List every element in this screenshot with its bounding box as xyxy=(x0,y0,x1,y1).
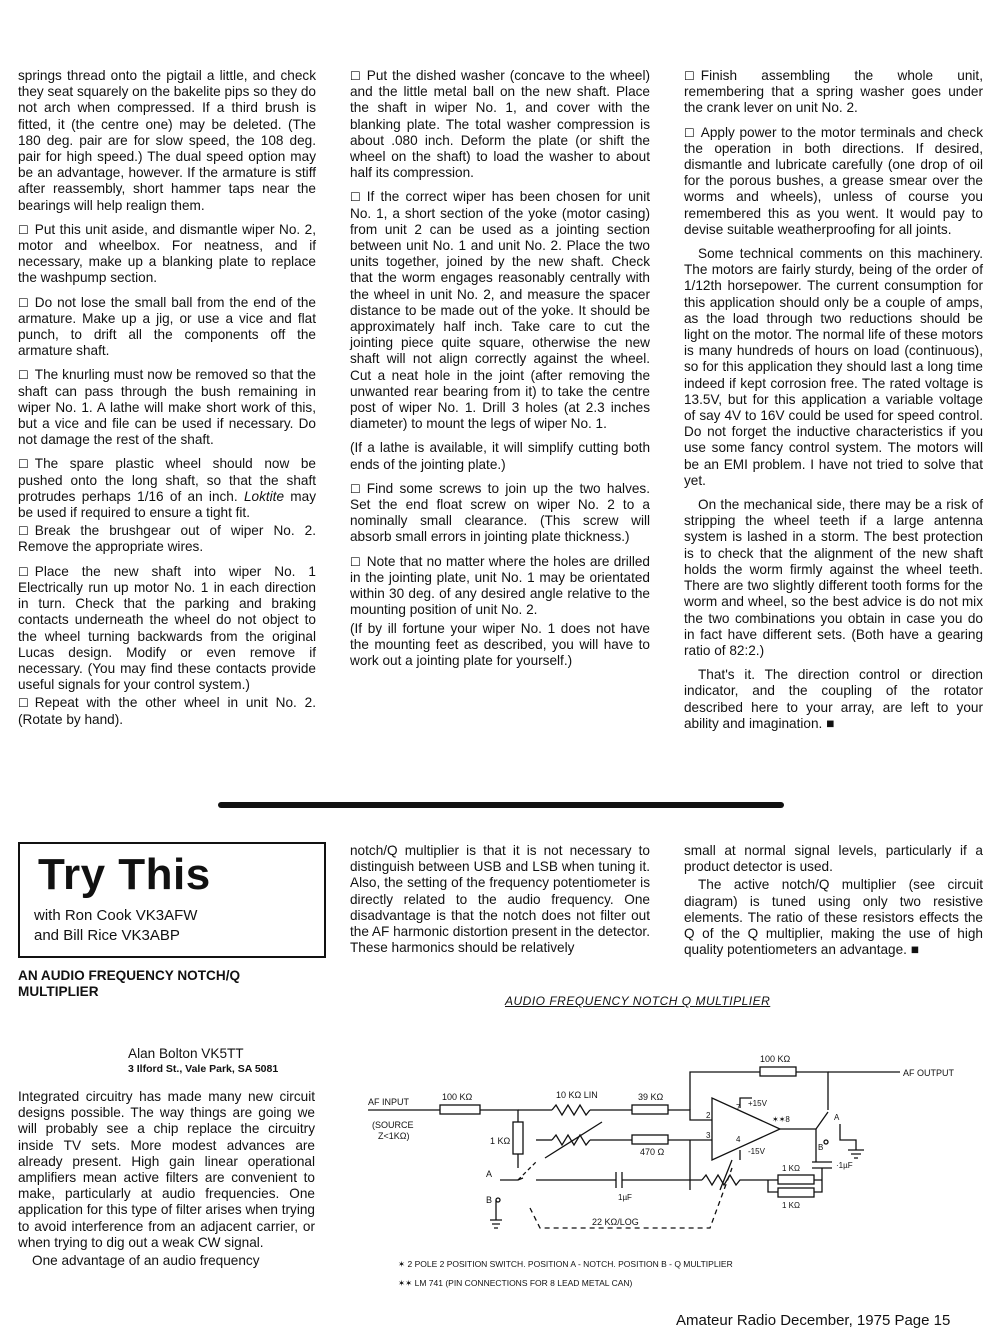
paragraph: springs thread onto the pigtail a little, and check they seat squarely on the bakelite pips so they do not arch when compressed. If a third brush is fitted, it (the centre one) may be deleted. (The 180 deg. pair are for slow speed, the 108 deg. pair for high speed.) The dual speed option may be an advantage, however. If the armature is stiff after reassembly, short hammer taps near the bearings will help realign them. xyxy=(18,68,316,213)
checklist-item: ☐ Apply power to the motor terminals and check the operation in both directions. If desired, dismantle and lubricate carefully (one drop of oil for the porous bushes, a grease smear over the worms and wheels), unless of course you remembered this as you went. It would pay to devise suitable weatherproofing for all joints. xyxy=(684,125,983,238)
label-pin4: 4 xyxy=(736,1135,741,1144)
author-address: 3 Ilford St., Vale Park, SA 5081 xyxy=(128,1063,279,1075)
paragraph: Some technical comments on this machinery. The motors are fairly sturdy, being of the order of 1/12th horsepower. The current consumption for this application should only be a couple of amps, as the load through two reductions should be light on the motor. The normal life of these motors is many hundreds of hours on load (continuous), so for this application they should last a long time indeed if kept corrosion free. The rated voltage is 13.5V, but for this application a variable voltage of say 4V to 16V could be used for speed control. Do not forget the inductive characteristics if you use some fancy control system. The motors will be an EMI problem. I have not tried to solve that yet. xyxy=(684,246,983,488)
label-switch-a: A xyxy=(486,1169,493,1179)
paragraph: One advantage of an audio frequency xyxy=(32,1253,260,1269)
label-10k: 10 KΩ LIN xyxy=(556,1090,598,1100)
checklist-item: ☐ Put this unit aside, and dismantle wiper No. 2, motor and wheelbox. For neatness, and if necessary, make up a blanking plate to replace the washpump section. xyxy=(18,222,316,287)
label-22k-log: 22 KΩ/LOG xyxy=(592,1217,639,1227)
column-title-box xyxy=(18,842,326,958)
paragraph: (If a lathe is available, it will simplify cutting both ends of the jointing plate.) xyxy=(350,440,650,472)
checklist-item: ☐ Note that no matter where the holes are drilled in the jointing plate, unit No. 1 may be orientated within 30 deg. of any desired angle relative to the mounting position of unit No. 2. xyxy=(350,554,650,619)
page-footer: Amateur Radio December, 1975 Page 15 xyxy=(676,1312,951,1329)
label-source-z: Z<1KΩ) xyxy=(378,1131,410,1141)
paragraph: (If by ill fortune your wiper No. 1 does not have the mounting feet as described, you will have to work out a jointing plate for yourself.) xyxy=(350,620,650,668)
label-100k-fb: 100 KΩ xyxy=(760,1054,791,1064)
byline-line: and Bill Rice VK3ABP xyxy=(34,927,180,944)
op-amp xyxy=(712,1098,780,1160)
label-1k-a: 1 KΩ xyxy=(490,1136,511,1146)
checklist-item: ☐ Repeat with the other wheel in unit No. 2. (Rotate by hand). xyxy=(18,695,316,727)
paragraph: Integrated circuitry has made many new circuit designs possible. The way things are going we will probably see a chip replace the circuitry inside TV sets. More modest advances are already present. High gain linear operational amplifiers mean active filters are convenient to make, particularly at audio frequencies. One application for this type of filter arises when trying to avoid interference from an adjacent carrier, or when trying to dig out a weak CW signal. xyxy=(18,1089,315,1250)
resistor-1k-a xyxy=(513,1122,523,1154)
label-switch-a2: A xyxy=(834,1113,840,1122)
checklist-item: ☐ If the correct wiper has been chosen for unit No. 1, a short section of the yoke (motor casing) from unit 2 can be used as a jointing section between unit No. 1 and unit No. 2. Place the two units together, joined by the new shaft. Check that the worm engages reasonably centrally with the wheel in unit No. 2, and measure the spacer distance to be made out of the yoke. It should be approximately half inch. Take care to cut the jointing piece quite square, otherwise the new shaft will not align correctly against the wheel. Cut a neat hole in the joint (after removing the unwanted rear bearing from it) to take the centre post of wiper No. 1. Drill 3 holes (at 2.3 inches diameter) to mount the legs of wiper No. 1. xyxy=(350,189,650,432)
label-cap-01uf: ·1µF xyxy=(836,1161,853,1170)
paragraph: small at normal signal levels, particularly if a product detector is used. xyxy=(684,843,983,875)
checklist-item: ☐ Finish assembling the whole unit, remembering that a spring washer goes under the crank lever on unit No. 2. xyxy=(684,68,983,117)
checklist-item xyxy=(18,456,316,521)
paragraph: notch/Q multiplier is that it is not necessary to distinguish between USB and LSB when tuning it. Also, the setting of the frequency potentiometer is directly related to the audio frequency. One disadvantage is that the notch does not filter out the AF harmonic distortion present in the detector. These harmonics should be relatively xyxy=(350,843,650,956)
label-minus15: -15V xyxy=(748,1147,765,1156)
byline xyxy=(34,906,197,946)
label-switch-b: B xyxy=(486,1195,493,1205)
label-pin2: 2 xyxy=(706,1111,711,1120)
checklist-item: ☐ Break the brushgear out of wiper No. 2. Remove the appropriate wires. xyxy=(18,523,316,555)
column-title: Try This xyxy=(38,850,211,899)
author-name: Alan Bolton VK5TT xyxy=(128,1046,244,1061)
checklist-item: ☐ Place the new shaft into wiper No. 1 Electrically run up motor No. 1 in each direction in turn. Check that the parking and braking contacts underneath the wheel do not object to the wheel turning backwards from the original Lucas design. Modify or even remove if necessary. (You may find these contacts provide useful signals for your control system.) xyxy=(18,564,316,694)
resistor-39k xyxy=(632,1105,668,1114)
label-switch-b2: B xyxy=(818,1143,824,1152)
checklist-item: ☐ Do not lose the small ball from the end of the armature. Make up a jig, or use a vice and flat punch, to drift all the components off the armature shaft. xyxy=(18,295,316,360)
label-100k: 100 KΩ xyxy=(442,1092,473,1102)
resistor-1k-b xyxy=(778,1175,814,1184)
label-pin6: ✶✶8 xyxy=(772,1115,790,1124)
top-column-1 xyxy=(18,68,316,736)
pot-10k-gang xyxy=(552,1135,590,1145)
brand-name: Loktite xyxy=(243,488,285,504)
label-cap-1uf: 1µF xyxy=(618,1193,632,1202)
byline-line: with Ron Cook VK3AFW xyxy=(34,907,198,924)
top-column-3 xyxy=(684,68,983,740)
checklist-item: ☐ The knurling must now be removed so that the shaft can pass through the bush remaining in wiper No. 1. A lathe will make short work of this, but a vice and file can be used if necessary. Do not damage the rest of the shaft. xyxy=(18,367,316,448)
resistor-100k xyxy=(440,1105,480,1114)
resistor-100k-feedback xyxy=(760,1067,796,1076)
top-column-2 xyxy=(350,68,650,677)
paragraph: On the mechanical side, there may be a risk of stripping the wheel teeth if a large antenna system is lashed in a storm. The best protection is to check that the alignment of the new shaft holds the worm firmly against the wheel teeth. There are two slightly different tooth forms for the worm and wheel, so the best advice is do not mix the two combinations you obtain in case you do in fact have different sets. (Both have a gearing ratio of 82:2.) xyxy=(684,497,983,658)
section-divider xyxy=(218,802,784,808)
item-text: may be used if required to ensure a tight fit. xyxy=(18,488,316,521)
checklist-item: ☐ Put the dished washer (concave to the wheel) and the little metal ball on the new shaft. Place the shaft in wiper No. 1, and cover with the blanking plate. The total washer compression is about .080 inch. Deform the plate (or shift the wheel on the shaft) to load the washer to about half its compression. xyxy=(350,68,650,181)
label-af-output: AF OUTPUT xyxy=(903,1068,954,1078)
bottom-column-3 xyxy=(684,843,983,966)
paragraph: The active notch/Q multiplier (see circuit diagram) is tuned using only two resistive elements. The ratio of these resistors effects the Q of the Q multiplier, making the use of high quality potentiometers an advantage. ■ xyxy=(684,877,983,958)
article-headline: AN AUDIO FREQUENCY NOTCH/Q MULTIPLIER xyxy=(18,968,241,999)
note-op-amp: ✶✶ LM 741 (PIN CONNECTIONS FOR 8 LEAD METAL CAN) xyxy=(398,1278,633,1288)
label-source: (SOURCE xyxy=(372,1120,414,1130)
label-470: 470 Ω xyxy=(640,1147,665,1157)
resistor-470 xyxy=(632,1135,668,1144)
note-switch: ✶ 2 POLE 2 POSITION SWITCH. POSITION A - NOTCH. POSITION B - Q MULTIPLIER xyxy=(398,1259,733,1269)
bottom-column-2 xyxy=(350,843,650,964)
label-1k-b: 1 KΩ xyxy=(782,1164,800,1173)
label-pin7: 7 xyxy=(736,1103,741,1112)
circuit-diagram xyxy=(340,1050,990,1295)
label-plus15: +15V xyxy=(748,1099,767,1108)
resistor-1k-c xyxy=(778,1188,814,1197)
label-1k-c: 1 KΩ xyxy=(782,1201,800,1210)
item-text: The spare plastic wheel should now be pushed onto the long shaft, so that the shaft protrudes perhaps 1/16 of an inch. xyxy=(18,456,316,504)
pot-10k xyxy=(552,1105,590,1115)
paragraph: That's it. The direction control or direction indicator, and the coupling of the rotator described here to your array, are left to your ability and imagination. ■ xyxy=(684,667,983,731)
label-39k: 39 KΩ xyxy=(638,1092,664,1102)
checklist-item: ☐ Find some screws to join up the two halves. Set the end float screw on wiper No. 2 to a nominally small clearance. (This screw will absorb small errors in jointing plate thickness.) xyxy=(350,481,650,546)
diagram-title: AUDIO FREQUENCY NOTCH Q MULTIPLIER xyxy=(505,994,771,1008)
label-af-input: AF INPUT xyxy=(368,1097,410,1107)
bottom-column-1 xyxy=(18,1089,315,1277)
label-pin3: 3 xyxy=(706,1131,711,1140)
